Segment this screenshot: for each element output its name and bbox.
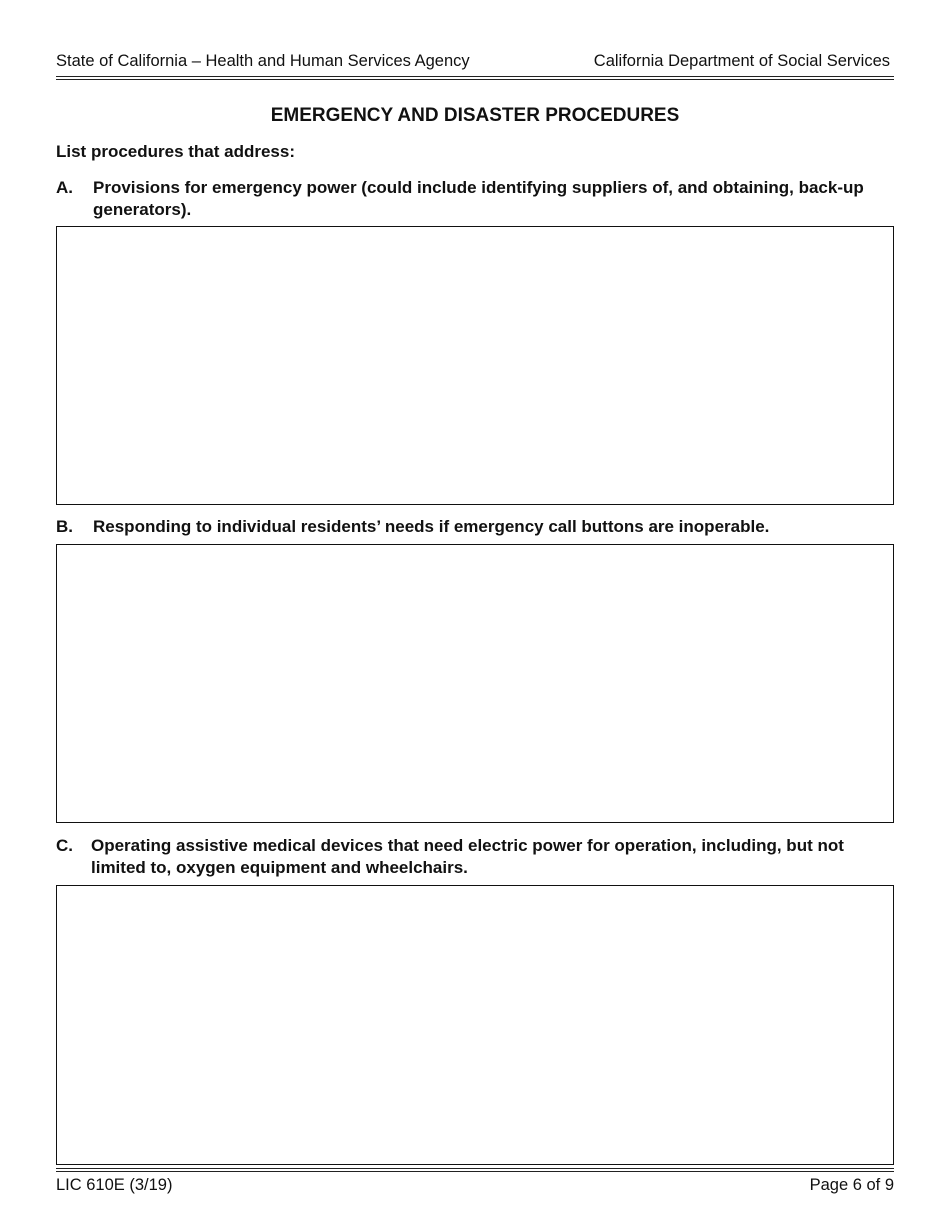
header-department: California Department of Social Services bbox=[593, 52, 890, 70]
item-a-text: Provisions for emergency power (could include identifying suppliers of, and obtaining, back-up generators). bbox=[93, 178, 864, 219]
item-c-text: Operating assistive medical devices that need electric power for operation, including, but not limited to, oxygen equipment and wheelchairs. bbox=[91, 836, 844, 877]
item-a-response-field[interactable] bbox=[57, 227, 893, 504]
item-a bbox=[56, 177, 894, 221]
intro-text: List procedures that address: bbox=[56, 142, 296, 161]
item-b bbox=[56, 516, 894, 538]
item-c bbox=[56, 835, 894, 879]
page-number: Page 6 of 9 bbox=[809, 1176, 894, 1194]
item-a-letter: A. bbox=[56, 178, 73, 197]
header-agency: State of California – Health and Human Services Agency bbox=[56, 52, 470, 70]
form-id: LIC 610E (3/19) bbox=[56, 1176, 173, 1194]
item-a-response-box[interactable] bbox=[56, 226, 894, 505]
item-b-response-box[interactable] bbox=[56, 544, 894, 823]
page-title: EMERGENCY AND DISASTER PROCEDURES bbox=[270, 105, 680, 126]
item-b-letter: B. bbox=[56, 517, 73, 536]
item-c-response-field[interactable] bbox=[57, 886, 893, 1164]
item-c-letter: C. bbox=[56, 836, 73, 855]
item-c-response-box[interactable] bbox=[56, 885, 894, 1165]
footer-divider bbox=[56, 1168, 894, 1172]
header-divider bbox=[56, 76, 894, 80]
item-b-text: Responding to individual residents’ needs if emergency call buttons are inoperable. bbox=[93, 517, 770, 536]
item-b-response-field[interactable] bbox=[57, 545, 893, 822]
